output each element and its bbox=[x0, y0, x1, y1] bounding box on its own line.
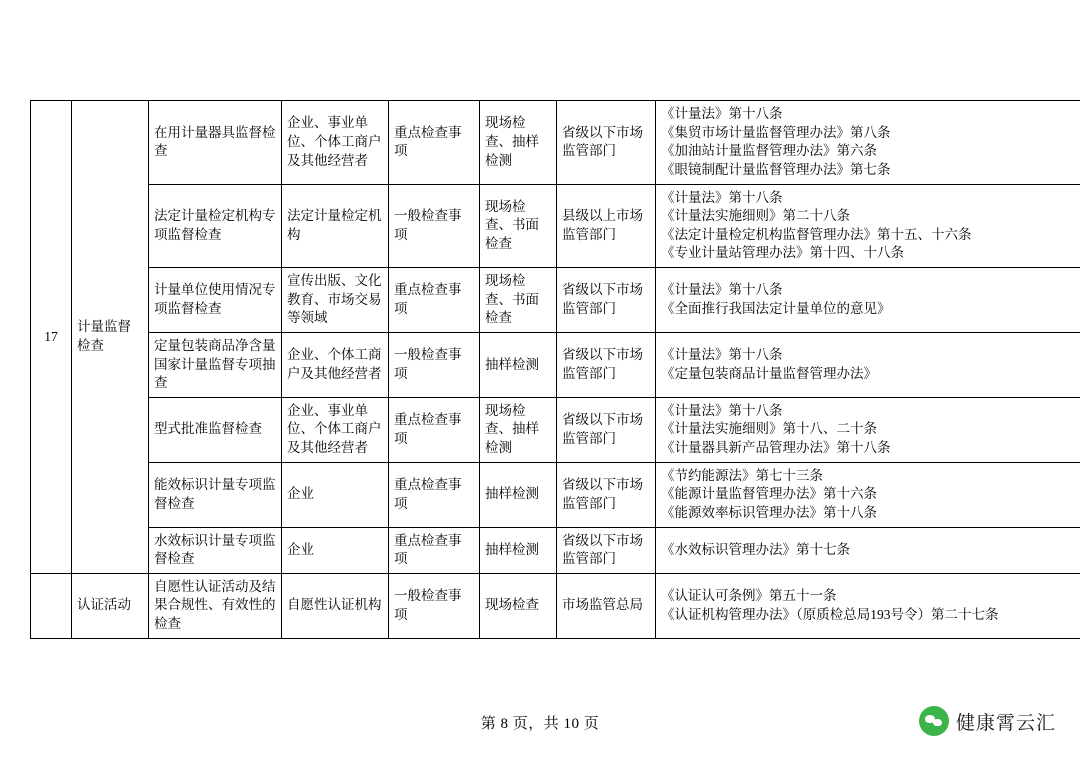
table bbox=[30, 100, 1080, 639]
cell-object: 企业、事业单位、个体工商户及其他经营者 bbox=[282, 101, 389, 185]
basis-line: 《计量法》第十八条 bbox=[661, 402, 783, 418]
cell-object: 自愿性认证机构 bbox=[282, 573, 389, 638]
cell-type: 一般检查事项 bbox=[389, 573, 480, 638]
table-row bbox=[31, 462, 1080, 527]
cell-dept: 省级以下市场监管部门 bbox=[557, 462, 656, 527]
cell-basis bbox=[656, 184, 1080, 268]
row-category: 认证活动 bbox=[72, 573, 149, 638]
basis-line: 《专业计量站管理办法》第十四、十八条 bbox=[661, 245, 904, 261]
cell-type: 一般检查事项 bbox=[389, 332, 480, 397]
basis-line: 《全面推行我国法定计量单位的意见》 bbox=[661, 300, 891, 316]
cell-type: 重点检查事项 bbox=[389, 397, 480, 462]
cell-item: 型式批准监督检查 bbox=[149, 397, 282, 462]
page-footer: 第 8 页，共 10 页 bbox=[480, 716, 600, 732]
cell-method: 现场检查 bbox=[480, 573, 557, 638]
cell-method: 抽样检测 bbox=[480, 527, 557, 573]
basis-line: 《计量法实施细则》第十八、二十条 bbox=[661, 421, 877, 437]
basis-line: 《计量器具新产品管理办法》第十八条 bbox=[661, 440, 891, 455]
cell-object: 宣传出版、文化教育、市场交易等领域 bbox=[282, 268, 389, 333]
basis-line: 《水效标识管理办法》第十七条 bbox=[661, 541, 850, 557]
table-row bbox=[31, 184, 1080, 268]
cell-item: 定量包装商品净含量国家计量监督专项抽查 bbox=[149, 332, 282, 397]
cell-item: 法定计量检定机构专项监督检查 bbox=[149, 184, 282, 268]
basis-line: 《法定计量检定机构监督管理办法》第十五、十六条 bbox=[661, 226, 972, 242]
table-row bbox=[31, 397, 1080, 462]
cell-basis bbox=[656, 268, 1080, 333]
cell-dept: 省级以下市场监管部门 bbox=[557, 527, 656, 573]
table-row bbox=[31, 332, 1080, 397]
cell-basis bbox=[656, 332, 1080, 397]
inspection-items-table bbox=[30, 100, 1050, 639]
basis-line: 《眼镜制配计量监督管理办法》第七条 bbox=[661, 161, 891, 177]
basis-line: 《计量法》第十八条 bbox=[661, 347, 783, 363]
cell-method: 现场检查、抽样检测 bbox=[480, 397, 557, 462]
cell-type: 一般检查事项 bbox=[389, 184, 480, 268]
cell-method: 现场检查、书面检查 bbox=[480, 268, 557, 333]
cell-basis bbox=[656, 527, 1080, 573]
cell-type: 重点检查事项 bbox=[389, 268, 480, 333]
cell-dept: 县级以上市场监管部门 bbox=[557, 184, 656, 268]
cell-type: 重点检查事项 bbox=[389, 101, 480, 185]
basis-line: 《计量法》第十八条 bbox=[661, 106, 783, 121]
cell-basis bbox=[656, 101, 1080, 185]
cell-dept: 省级以下市场监管部门 bbox=[557, 268, 656, 333]
row-number bbox=[31, 573, 72, 638]
watermark bbox=[919, 706, 1056, 736]
cell-basis bbox=[656, 397, 1080, 462]
cell-item: 自愿性认证活动及结果合规性、有效性的检查 bbox=[149, 573, 282, 638]
table-row bbox=[31, 268, 1080, 333]
basis-line: 《认证认可条例》第五十一条 bbox=[661, 588, 837, 604]
row-category: 计量监督检查 bbox=[72, 101, 149, 574]
cell-method: 现场检查、书面检查 bbox=[480, 184, 557, 268]
cell-type: 重点检查事项 bbox=[389, 527, 480, 573]
basis-line: 《定量包装商品计量监督管理办法》 bbox=[661, 365, 877, 381]
cell-basis bbox=[656, 462, 1080, 527]
basis-line: 《计量法实施细则》第二十八条 bbox=[661, 208, 850, 224]
watermark-label: 健康霄云汇 bbox=[955, 712, 1056, 734]
cell-dept: 省级以下市场监管部门 bbox=[557, 332, 656, 397]
cell-item: 在用计量器具监督检查 bbox=[149, 101, 282, 185]
cell-item: 计量单位使用情况专项监督检查 bbox=[149, 268, 282, 333]
row-number: 17 bbox=[31, 101, 72, 574]
basis-line: 《能源效率标识管理办法》第十八条 bbox=[661, 504, 877, 520]
basis-line: 《节约能源法》第七十三条 bbox=[661, 467, 823, 483]
basis-line: 《加油站计量监督管理办法》第六条 bbox=[661, 143, 877, 159]
cell-item: 能效标识计量专项监督检查 bbox=[149, 462, 282, 527]
cell-object: 企业、个体工商户及其他经营者 bbox=[282, 332, 389, 397]
wechat-logo-icon bbox=[919, 706, 949, 736]
cell-object: 法定计量检定机构 bbox=[282, 184, 389, 268]
cell-object: 企业、事业单位、个体工商户及其他经营者 bbox=[282, 397, 389, 462]
table-row bbox=[31, 527, 1080, 573]
cell-method: 抽样检测 bbox=[480, 462, 557, 527]
basis-line: 《计量法》第十八条 bbox=[661, 282, 783, 298]
cell-dept: 市场监管总局 bbox=[557, 573, 656, 638]
basis-line: 《认证机构管理办法》（原质检总局193号令）第二十七条 bbox=[661, 606, 999, 622]
basis-line: 《计量法》第十八条 bbox=[661, 189, 783, 205]
basis-line: 《能源计量监督管理办法》第十六条 bbox=[661, 486, 877, 502]
cell-item: 水效标识计量专项监督检查 bbox=[149, 527, 282, 573]
table-row bbox=[31, 101, 1080, 185]
cell-dept: 省级以下市场监管部门 bbox=[557, 397, 656, 462]
cell-method: 现场检查、抽样检测 bbox=[480, 101, 557, 185]
cell-method: 抽样检测 bbox=[480, 332, 557, 397]
cell-type: 重点检查事项 bbox=[389, 462, 480, 527]
table-row bbox=[31, 573, 1080, 638]
cell-object: 企业 bbox=[282, 527, 389, 573]
basis-line: 《集贸市场计量监督管理办法》第八条 bbox=[661, 124, 891, 140]
cell-basis bbox=[656, 573, 1080, 638]
cell-dept: 省级以下市场监管部门 bbox=[557, 101, 656, 185]
cell-object: 企业 bbox=[282, 462, 389, 527]
